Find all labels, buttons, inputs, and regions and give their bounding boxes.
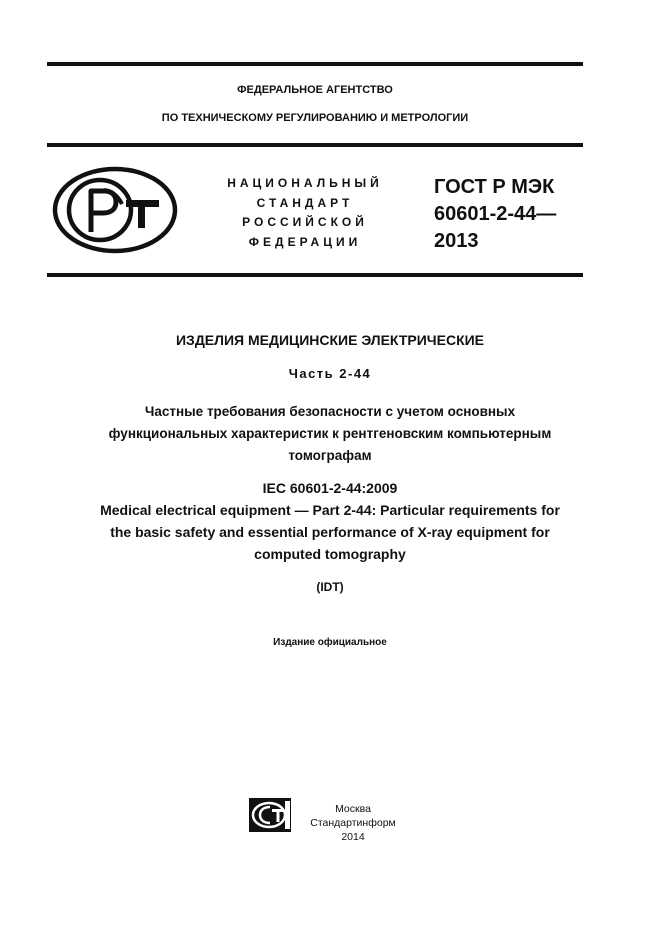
designation-line-1: ГОСТ Р МЭК [434, 176, 555, 198]
requirements-ru-line-1: Частные требования безопасности с учетом основных [144, 404, 516, 419]
edition-label: Издание официальное [273, 637, 387, 648]
top-rule [47, 62, 583, 66]
designation-line-3: 2013 [434, 230, 479, 252]
gost-r-emblem-icon [52, 166, 178, 254]
requirements-title-ru [40, 401, 620, 467]
national-standard-line-2: СТАНДАРТ [256, 195, 354, 210]
requirements-en-line-3: computed tomography [254, 546, 406, 562]
requirements-en-line-2: the basic safety and essential performance of X-ray equipment for [110, 524, 550, 540]
national-standard-block [210, 174, 400, 252]
requirements-en-line-1: Medical electrical equipment — Part 2-44: Particular requirements for [100, 502, 560, 518]
requirements-ru-line-2: функциональных характеристик к рентгеновским компьютерным [108, 426, 552, 441]
national-standard-line-1: НАЦИОНАЛЬНЫЙ [227, 176, 383, 190]
publisher-city: Москва [335, 803, 371, 815]
standard-designation [434, 174, 594, 255]
document-title-ru: ИЗДЕЛИЯ МЕДИЦИНСКИЕ ЭЛЕКТРИЧЕСКИЕ [175, 332, 485, 348]
iec-reference: IEC 60601-2-44:2009 [262, 480, 398, 496]
national-standard-line-4: ФЕДЕРАЦИИ [248, 234, 362, 249]
national-standard-line-3: РОССИЙСКОЙ [242, 215, 368, 229]
agency-line-1: ФЕДЕРАЛЬНОЕ АГЕНТСТВО [237, 84, 393, 96]
publisher-imprint [298, 802, 408, 844]
requirements-ru-line-3: томографам [288, 448, 372, 463]
publisher-name: Стандартинформ [310, 817, 396, 829]
publisher-year: 2014 [341, 831, 365, 843]
document-part-ru: Часть 2-44 [288, 366, 372, 381]
section-rule [47, 273, 583, 277]
designation-line-2: 60601-2-44— [434, 203, 557, 225]
agency-line-2: ПО ТЕХНИЧЕСКОМУ РЕГУЛИРОВАНИЮ И МЕТРОЛОГИИ [161, 112, 469, 124]
standartinform-logo-icon [248, 797, 292, 833]
header-rule [47, 143, 583, 147]
requirements-title-en [40, 499, 620, 565]
identity-mark: (IDT) [316, 580, 344, 594]
